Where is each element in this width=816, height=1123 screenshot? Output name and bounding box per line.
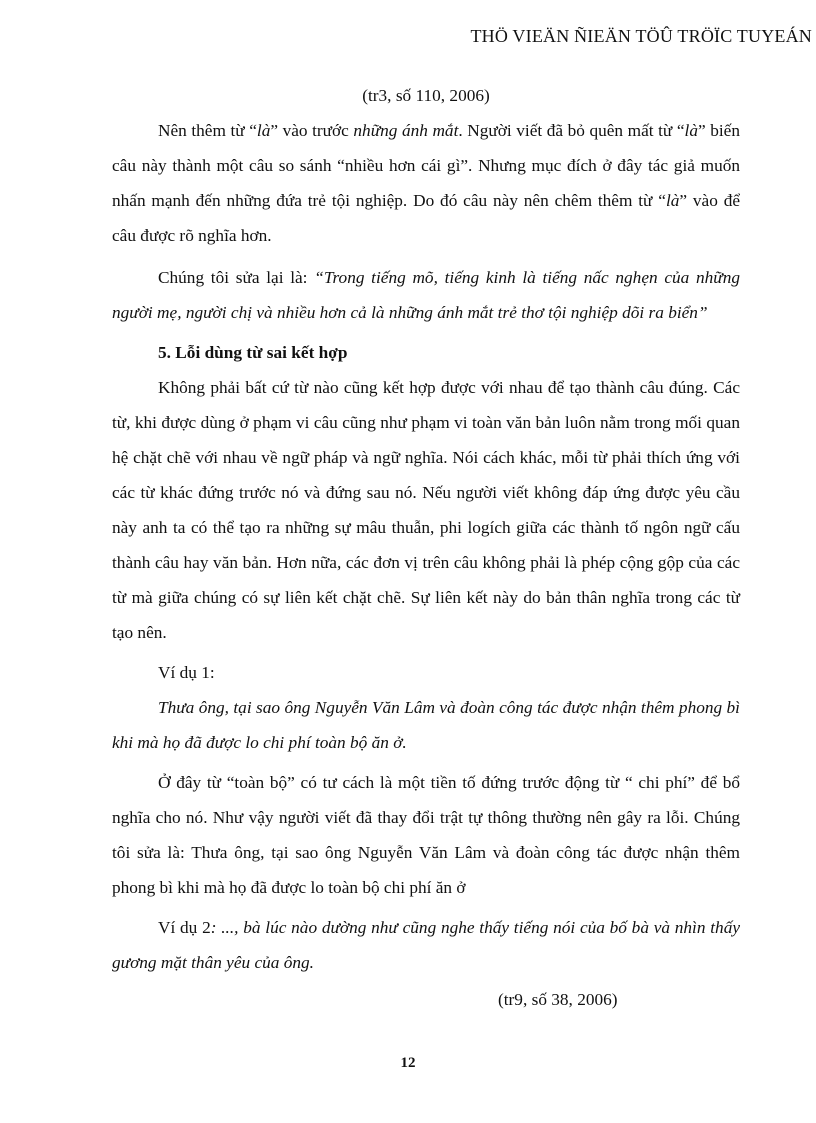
text-run: Ví dụ 2 [158,918,211,937]
section-heading: 5. Lỗi dùng từ sai kết hợp [158,343,348,362]
text-run: ” biến câu này thành một câu so sánh “nhiều hơn cái gì”. Nhưng mục đích ở đây tác giả muốn nhấn mạnh đến những đứa trẻ tội nghiệp. Do đó câu này nên chêm thêm từ “ [112,121,740,210]
page-number: 12 [400,1055,416,1071]
text-run: ” vào trước [270,121,354,140]
text-run: Chúng tôi sửa lại là: [158,268,315,287]
citation-top: (tr3, số 110, 2006) [362,86,490,105]
paragraph-analysis: Ở đây từ “toàn bộ” có tư cách là một tiền tố đứng trước động từ “ chi phí” để bổ nghĩa cho nó. Như vậy người viết đã thay đổi trật tự thông thường nên gây ra lỗi. Chúng tôi sửa là: Thưa ông, tại sao ông Nguyễn Văn Lâm và đoàn công tác được nhận thêm phong bì khi mà họ đã được lo toàn bộ chi phí ăn ở [112,773,740,897]
italic-run: là [256,121,271,140]
example-1-text [112,690,740,760]
italic-run: là [665,191,680,210]
citation-bottom: (tr9, số 38, 2006) [498,990,618,1009]
italic-run: Thưa ông, tại sao ông Nguyễn Văn Lâm và đoàn công tác được nhận thêm phong bì khi mà họ đã được lo chi phí toàn bộ ăn ở. [112,698,740,752]
paragraph-section-body: Không phải bất cứ từ nào cũng kết hợp được với nhau để tạo thành câu đúng. Các từ, khi được dùng ở phạm vi câu cũng như phạm vi toàn văn bản luôn nằm trong mối quan hệ chặt chẽ với nhau về ngữ pháp và ngữ nghĩa. Nói cách khác, mỗi từ phải thích ứng với các từ khác đứng trước nó và đứng sau nó. Nếu người viết không đáp ứng được yêu cầu này anh ta có thể tạo ra những sự mâu thuẫn, phi logích giữa các thành tố ngôn ngữ cấu thành câu hay văn bản. Hơn nữa, các đơn vị trên câu không phải là phép cộng gộp của các từ mà giữa chúng có sự liên kết chặt chẽ. Sự liên kết này do bản thân nghĩa trong các từ tạo nên. [112,378,740,642]
running-header: THÖ VIEÄN ÑIEÄN TÖÛ TRÖÏC TUYEÁN [470,26,812,46]
text-run: . Người viết đã bỏ quên mất từ “ [458,121,685,140]
paragraph-explanation [112,113,740,253]
italic-run: những ánh mắt [353,121,459,140]
text-run: Nên thêm từ “ [158,121,257,140]
italic-run: là [684,121,698,140]
example-1-label: Ví dụ 1: [158,663,215,682]
paragraph-correction [112,260,740,330]
text-run: ” vào để câu được rõ nghĩa hơn. [112,191,741,245]
page-body [112,78,740,1017]
example-2 [112,910,740,980]
italic-run: “Trong tiếng mõ, tiếng kinh là tiếng nấc nghẹn của những người mẹ, người chị và nhiều hơn cả là những ánh mắt trẻ thơ tội nghiệp dõi ra biển” [112,268,740,322]
italic-run: : ..., bà lúc nào dường như cũng nghe thấy tiếng nói của bố bà và nhìn thấy gương mặt thân yêu của ông. [112,918,741,972]
